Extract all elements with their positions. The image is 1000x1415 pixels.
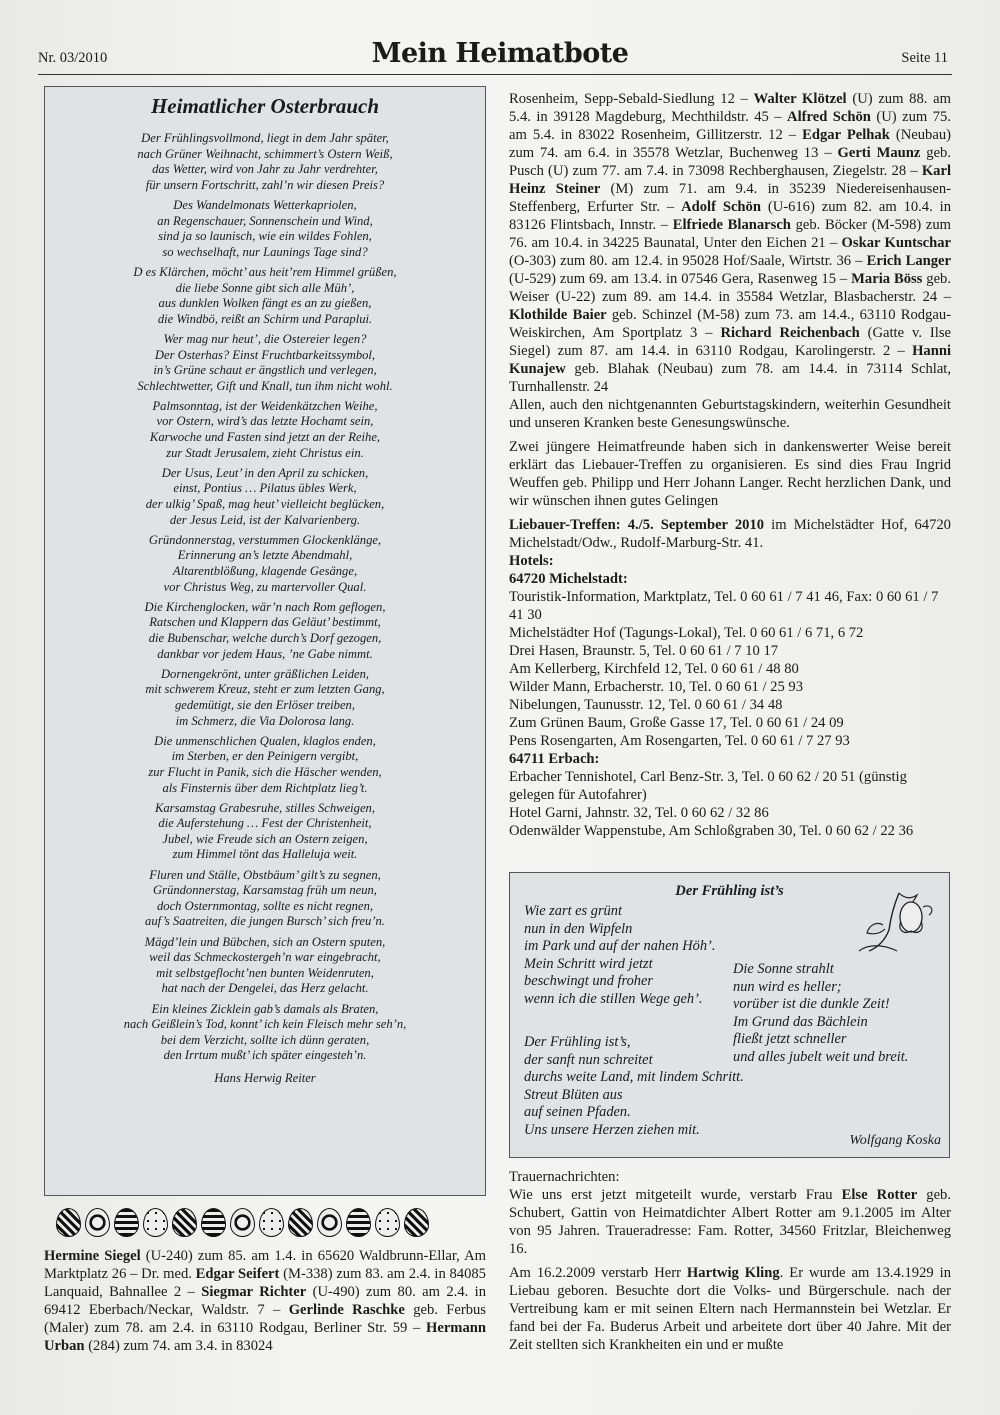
spring-poem-stanza-3 [524, 1034, 744, 1140]
poem-line: Wie zart es grünt [524, 903, 622, 919]
poem-line: Der Osterhas? Einst Fruchtbarkeitssymbol, [154, 347, 376, 362]
poem-line: in’s Grüne schaut er ängstlich und verlegen, [153, 363, 377, 378]
spring-poem-stanza-2 [733, 961, 908, 1067]
poem-stanza [59, 1002, 471, 1064]
poem-line: wenn ich die stillen Wege geh’. [524, 990, 703, 1007]
person-name: Else Rotter [841, 1187, 918, 1203]
poem-line: Die Sonne strahlt [733, 961, 834, 977]
poem-title: Heimatlicher Osterbrauch [150, 94, 380, 118]
poem-line: an Regenschauer, Sonnenschein und Wind, [157, 213, 373, 228]
birthday-text: (U) zum 75. am 5.4. in 83022 Rosenheim, Gillitzerstr. 12 – [509, 109, 951, 143]
person-name: Hanni Kunajew [509, 343, 951, 377]
poem-line: im Sterben, er den Peinigern vergibt, [171, 749, 359, 764]
birthday-text: (U) zum 88. am 5.4. in 39128 Magdeburg, Mechthildstr. 45 – [509, 91, 951, 125]
birthday-text: (M) zum 71. am 9.4. in 35239 Niedereisenhausen-Steffenberg, Erfurter Str. – [509, 181, 951, 215]
poem-line: Gründonnerstag, verstummen Glockenklänge, [148, 532, 382, 547]
egg-icon [201, 1208, 226, 1237]
poem-line: der sanft nun schreitet [524, 1051, 653, 1068]
poem-body [59, 131, 471, 1087]
hotel-entry: Wilder Mann, Erbacherstr. 10, Tel. 0 60 61 / 25 93 [509, 679, 803, 695]
poem-line: nach Geißlein’s Tod, konnt’ ich kein Fleisch mehr seh’n, [123, 1017, 407, 1032]
poem-line: die liebe Sonne gibt sich alle Müh’, [175, 280, 355, 295]
birthday-text: geb. Weiser (U-22) zum 89. am 14.4. in 35584 Wetzlar, Blasbacherstr. 24 – [509, 271, 951, 305]
birthday-text: (U-490) zum 80. am 2.4. in 69412 Eberbach/Neckar, Waldstr. 7 – [44, 1284, 487, 1318]
poem-line: sind ja so launisch, wie ein wildes Fohlen, [158, 229, 372, 244]
poem-line: Karwoche und Fasten sind jetzt an der Reihe, [149, 430, 381, 445]
organizers-paragraph: Zwei jüngere Heimatfreunde haben sich in dankenswerter Weise bereit erklärt das Liebauer-Treffen zu organisieren. Es sind dies Frau Ingrid Weuffen geb. Philipp und Herr Johann Langer. Recht herzlichen Dank, und wir wünschen ihnen gutes Gelingen [509, 439, 951, 509]
poem-line: Die unmenschlichen Qualen, klaglos enden, [154, 733, 376, 748]
birthdays-left [44, 1247, 486, 1355]
poem-line: zum Himmel tönt das Halleluja weit. [172, 847, 358, 862]
poem-line: beschwingt und froher [524, 973, 653, 990]
poem-stanza [59, 801, 471, 863]
egg-icon [56, 1208, 81, 1237]
poem-line: hat nach der Dengelei, das Herz gelacht. [161, 981, 369, 996]
poem-line: Streut Blüten aus [524, 1086, 623, 1103]
poem-line: Mägd’lein und Bübchen, sich an Ostern sputen, [144, 934, 386, 949]
poem-line: im Park und auf der nahen Höh’. [524, 938, 716, 955]
poem-line: zur Flucht in Panik, sich die Häscher wenden, [148, 764, 382, 779]
person-name: Erich Langer [866, 253, 951, 269]
poem-line: Der Usus, Leut’ in den April zu schicken, [161, 465, 369, 480]
poem-stanza [59, 399, 471, 461]
poem-line: Uns unsere Herzen ziehen mit. [524, 1121, 700, 1138]
poem-line: mit schwerem Kreuz, steht er zum letzten Gang, [145, 682, 385, 697]
poem-line: den Irrtum mußt’ ich später eingesteh’n. [163, 1048, 367, 1063]
birthday-text: geb. Böcker (M-598) zum 76. am 10.4. in 34225 Baunatal, Unter den Eichen 21 – [509, 217, 952, 251]
spring-poem-author: Wolfgang Koska [849, 1133, 941, 1148]
poem-line: Karsamstag Grabesruhe, stilles Schweigen, [154, 800, 376, 815]
poem-line: so wechselhaft, nur Launings Tage sind? [162, 244, 368, 259]
person-name: Edgar Pelhak [802, 127, 890, 143]
person-name: Karl Heinz Steiner [509, 163, 951, 197]
person-name: Hartwig Kling [686, 1265, 780, 1281]
poem-line: die Windbö, reißt an Schirm und Paraplui. [157, 311, 373, 326]
person-name: Elfriede Blanarsch [672, 217, 791, 233]
birthday-text: geb. Schinzel (M-58) zum 73. am 14.4., 63110 Rodgau-Weiskirchen, Am Sportplatz 3 – [509, 307, 951, 341]
poem-line: Gründonnerstag, Karsamstag früh um neun, [153, 883, 377, 898]
poem-line: auf’s Saatreiten, die jungen Bursch’ sich freu’n. [145, 914, 385, 929]
hotel-entry: Drei Hasen, Braunstr. 5, Tel. 0 60 61 / 7 10 17 [509, 643, 779, 659]
poem-line: nun in den Wipfeln [524, 920, 633, 937]
birthday-text: (U-529) zum 69. am 13.4. in 07546 Gera, Rasenweg 15 – [509, 271, 852, 287]
spring-poem-title: Der Frühling ist’s [675, 883, 784, 899]
poem-stanza [59, 466, 471, 528]
birthday-closing: Allen, auch den nichtgenannten Geburtstagskindern, weiterhin Gesundheit und unseren Kranken beste Genesungswünsche. [509, 397, 951, 431]
flower-illustration-icon [839, 885, 939, 957]
birthday-text: geb. Blahak (Neubau) zum 78. am 14.4. in 73114 Schlat, Turnhallenstr. 24 [509, 361, 951, 395]
obituary-2 [509, 1264, 951, 1354]
poem-stanza [59, 868, 471, 930]
city-erbach: 64711 Erbach: [509, 751, 600, 767]
poem-stanza [59, 935, 471, 997]
poem-stanza [59, 600, 471, 662]
egg-icon [172, 1208, 197, 1237]
birthday-text: (U-240) zum 85. am 1.4. in 65620 Waldbrunn-Ellar, Am Marktplatz 26 – Dr. med. [44, 1248, 486, 1282]
birthday-text: geb. Pusch (U) zum 77. am 7.4. in 73098 Rechberghausen, Ziegelstr. 28 – [509, 145, 952, 179]
hotels-list-erbach [509, 768, 951, 840]
egg-icon [288, 1208, 313, 1237]
poem-line: das Wetter, wird von Jahr zu Jahr verdrehter, [152, 162, 378, 177]
poem-line: Mein Schritt wird jetzt [524, 955, 653, 972]
person-name: Richard Reichenbach [720, 325, 860, 341]
egg-icon [114, 1208, 139, 1237]
hotels-label: Hotels: [509, 553, 554, 569]
egg-icon [404, 1208, 429, 1237]
poem-line: vorüber ist die dunkle Zeit! [733, 996, 890, 1013]
hotel-entry: Nibelungen, Taunusstr. 12, Tel. 0 60 61 / 34 48 [509, 697, 783, 713]
poem-line: Erinnerung an’s letzte Abendmahl, [177, 548, 353, 563]
easter-egg-ornament [56, 1206, 446, 1238]
poem-line: Im Grund das Bächlein [733, 1013, 868, 1030]
birthday-text: (Gatte v. Ilse Siegel) zum 87. am 14.4. in 63110 Rodgau, Karolingerstr. 2 – [509, 325, 951, 359]
poem-line: Des Wandelmonats Wetterkapriolen, [173, 197, 357, 212]
obituary-text: Wie uns erst jetzt mitgeteilt wurde, verstarb Frau [509, 1187, 842, 1203]
city-michelstadt: 64720 Michelstadt: [509, 571, 628, 587]
poem-line: als Finsternis über dem Richtplatz lieg’t. [162, 780, 368, 795]
birthday-text: (284) zum 74. am 3.4. in 83024 [84, 1338, 273, 1354]
person-name: Klothilde Baier [509, 307, 607, 323]
spring-poem-stanza-1 [524, 903, 715, 1009]
meeting-head: Liebauer-Treffen: 4./5. September 2010 [509, 517, 765, 533]
egg-icon [317, 1208, 342, 1237]
poem-line: dankbar vor jedem Haus, ’ne Gabe nimmt. [157, 646, 373, 661]
page-number: Seite 11 [901, 50, 948, 66]
hotel-entry: Zum Grünen Baum, Große Gasse 17, Tel. 0 60 61 / 24 09 [509, 715, 844, 731]
issue-number: Nr. 03/2010 [38, 50, 108, 66]
poem-line: Palmsonntag, ist der Weidenkätzchen Weihe, [152, 398, 378, 413]
poem-line: weil das Schmeckostergeh’n war eingebracht, [149, 950, 381, 965]
poem-line: doch Osternmontag, sollte es nicht regnen, [156, 898, 374, 913]
birthday-text: geb. Ferbus (Maler) zum 78. am 2.4. in 63110 Rodgau, Berliner Str. 59 – [44, 1302, 486, 1336]
hotels-list-michelstadt [509, 588, 951, 750]
person-name: Alfred Schön [787, 109, 871, 125]
poem-author: Hans Herwig Reiter [214, 1070, 316, 1085]
person-name: Gerti Maunz [837, 145, 921, 161]
poem-line: Fluren und Ställe, Obstbäum’ gilt’s zu segnen, [149, 867, 381, 882]
poem-line: bei dem Verzicht, sollte ich dünn geraten, [160, 1032, 370, 1047]
person-name: Gerlinde Raschke [288, 1302, 405, 1318]
egg-icon [85, 1208, 110, 1237]
poem-line: durchs weite Land, mit lindem Schritt. [524, 1069, 744, 1086]
obituary-text: Am 16.2.2009 verstarb Herr [509, 1265, 687, 1281]
poem-line: und alles jubelt weit und breit. [733, 1048, 909, 1065]
poem-stanza [59, 667, 471, 729]
poem-line: nach Grüner Weihnacht, schimmert’s Ostern Weiß, [137, 146, 393, 161]
poem-line: D es Klärchen, möcht’ aus heit’rem Himmel grüßen, [133, 264, 397, 279]
poem-line: im Schmerz, die Via Dolorosa lang. [175, 713, 355, 728]
poem-line: Der Frühling ist’s, [524, 1034, 631, 1050]
poem-line: vor Ostern, wird’s das letzte Hochamt sein, [156, 414, 374, 429]
poem-line: Altarentblößung, klagende Gesänge, [172, 564, 358, 578]
header-rule [38, 74, 952, 75]
poem-line: die Auferstehung … Fest der Christenheit, [158, 816, 372, 831]
birthday-text: Rosenheim, Sepp-Sebald-Siedlung 12 – [509, 91, 754, 107]
poem-line: zur Stadt Jerusalem, zieht Christus ein. [166, 445, 364, 460]
poem-line: vor Christus Weg, zu martervoller Qual. [163, 579, 367, 594]
poem-stanza [59, 131, 471, 193]
egg-icon [346, 1208, 371, 1237]
poem-line: der Jesus Leid, ist der Kalvarienberg. [169, 512, 361, 527]
poem-line: einst, Pontius … Pilatus übles Werk, [173, 481, 357, 496]
person-name: Siegmar Richter [201, 1284, 307, 1300]
poem-line: der ulkig’ Spaß, mag heut’ vielleicht beglücken, [145, 497, 385, 512]
egg-icon [143, 1208, 168, 1237]
poem-stanza [59, 198, 471, 260]
poem-line: Die Kirchenglocken, wär’n nach Rom geflogen, [144, 599, 386, 614]
poem-line: die Bubenschar, welche durch’s Dorf gezogen, [148, 630, 382, 645]
meeting-announcement [509, 516, 951, 552]
person-name: Oskar Kuntschar [841, 235, 951, 251]
poem-line: aus dunklen Wolken fängt es an zu gießen, [158, 296, 372, 311]
birthday-text: (O-303) zum 80. am 12.4. in 95028 Hof/Saale, Wirtstr. 36 – [509, 253, 867, 269]
obituary-1 [509, 1186, 951, 1258]
obituary-text: . Er wurde am 13.4.1929 in Liebau geboren. Besuchte dort die Volks- und Bürgerschule. nach der Vertreibung kam er mit seinen Eltern nach Hermannstein bei Wetzlar. Er fand bei der Fa. Buderus Arbeit und arbeitete dort über 40 Jahre. Mit der Zeit stellten sich Krankheiten ein und er mußte [509, 1265, 951, 1353]
person-name: Edgar Seifert [195, 1266, 280, 1282]
poem-line: Ein kleines Zicklein gab’s damals als Braten, [151, 1001, 379, 1016]
poem-line: Schlechtwetter, Gift und Knall, tun ihm nicht wohl. [137, 378, 393, 393]
birthday-text: (U-616) zum 82. am 10.4. in 83126 Flintsbach, Innstr. – [509, 199, 951, 233]
poem-stanza [59, 332, 471, 394]
poem-line: für unsern Fortschritt, zahl’n wir diesen Preis? [145, 177, 385, 192]
hotel-entry: Erbacher Tennishotel, Carl Benz-Str. 3, Tel. 0 60 62 / 20 51 (günstig gelegen für Autofahrer) [509, 769, 907, 803]
hotel-entry: Odenwälder Wappenstube, Am Schloßgraben 30, Tel. 0 60 62 / 22 36 [509, 823, 914, 839]
right-column-top [509, 90, 951, 840]
person-name: Walter Klötzel [753, 91, 847, 107]
hotel-entry: Pens Rosengarten, Am Rosengarten, Tel. 0 60 61 / 7 27 93 [509, 733, 850, 749]
poem-stanza [59, 533, 471, 595]
poem-line: Wer mag nur heut’, die Ostereier legen? [163, 331, 367, 346]
person-name: Adolf Schön [681, 199, 761, 215]
poem-line: Ratschen und Klappern das Geläut’ bestimmt, [149, 615, 381, 630]
birthday-text: (M-338) zum 83. am 2.4. in 84085 Lanquaid, Bahnallee 2 – [44, 1266, 486, 1300]
birthday-text: (Neubau) zum 74. am 6.4. in 35578 Wetzlar, Buchenweg 13 – [509, 127, 951, 161]
obituaries-section [509, 1168, 951, 1360]
masthead: Mein Heimatbote [371, 38, 629, 69]
poem-stanza [59, 734, 471, 796]
poem-line: nun wird es heller; [733, 978, 842, 995]
egg-icon [259, 1208, 284, 1237]
easter-poem-box [44, 86, 486, 1196]
poem-line: mit selbstgeflocht’nen bunten Weidenruten, [156, 965, 374, 980]
poem-line: Der Frühlingsvollmond, liegt in dem Jahr später, [141, 131, 389, 145]
poem-line: fließt jetzt schneller [733, 1031, 847, 1048]
poem-stanza [59, 265, 471, 327]
hotel-entry: Michelstädter Hof (Tagungs-Lokal), Tel. 0 60 61 / 6 71, 6 72 [509, 625, 864, 641]
poem-line: Dornengekrönt, unter gräßlichen Leiden, [160, 666, 370, 681]
meeting-location: im Michelstädter Hof, 64720 Michelstadt/Odw., Rudolf-Marburg-Str. 41. [509, 517, 951, 551]
obituary-text: geb. Schubert, Gattin von Heimatdichter Albert Rotter am 9.1.2005 im Alter von 95 Jahren. Traueradresse: Fam. Rotter, 34560 Fritzlar, Bleichenweg 16. [509, 1187, 951, 1257]
person-name: Hermine Siegel [44, 1248, 141, 1264]
hotel-entry: Am Kellerberg, Kirchfeld 12, Tel. 0 60 61 / 48 80 [509, 661, 799, 677]
person-name: Maria Böss [851, 271, 923, 287]
hotel-entry: Touristik-Information, Marktplatz, Tel. 0 60 61 / 7 41 46, Fax: 0 60 61 / 7 41 30 [509, 589, 939, 623]
egg-icon [375, 1208, 400, 1237]
birthdays-right [509, 90, 951, 396]
person-name: Hermann Urban [44, 1320, 486, 1354]
egg-icon [230, 1208, 255, 1237]
hotel-entry: Hotel Garni, Jahnstr. 32, Tel. 0 60 62 / 32 86 [509, 805, 769, 821]
spring-poem-box [509, 872, 950, 1158]
poem-line: auf seinen Pfaden. [524, 1104, 631, 1121]
poem-line: gedemütigt, sie den Erlöser treiben, [174, 697, 355, 712]
obituaries-head: Trauernachrichten: [509, 1169, 620, 1185]
poem-line: Jubel, wie Freude sich an Ostern zeigen, [162, 831, 368, 846]
